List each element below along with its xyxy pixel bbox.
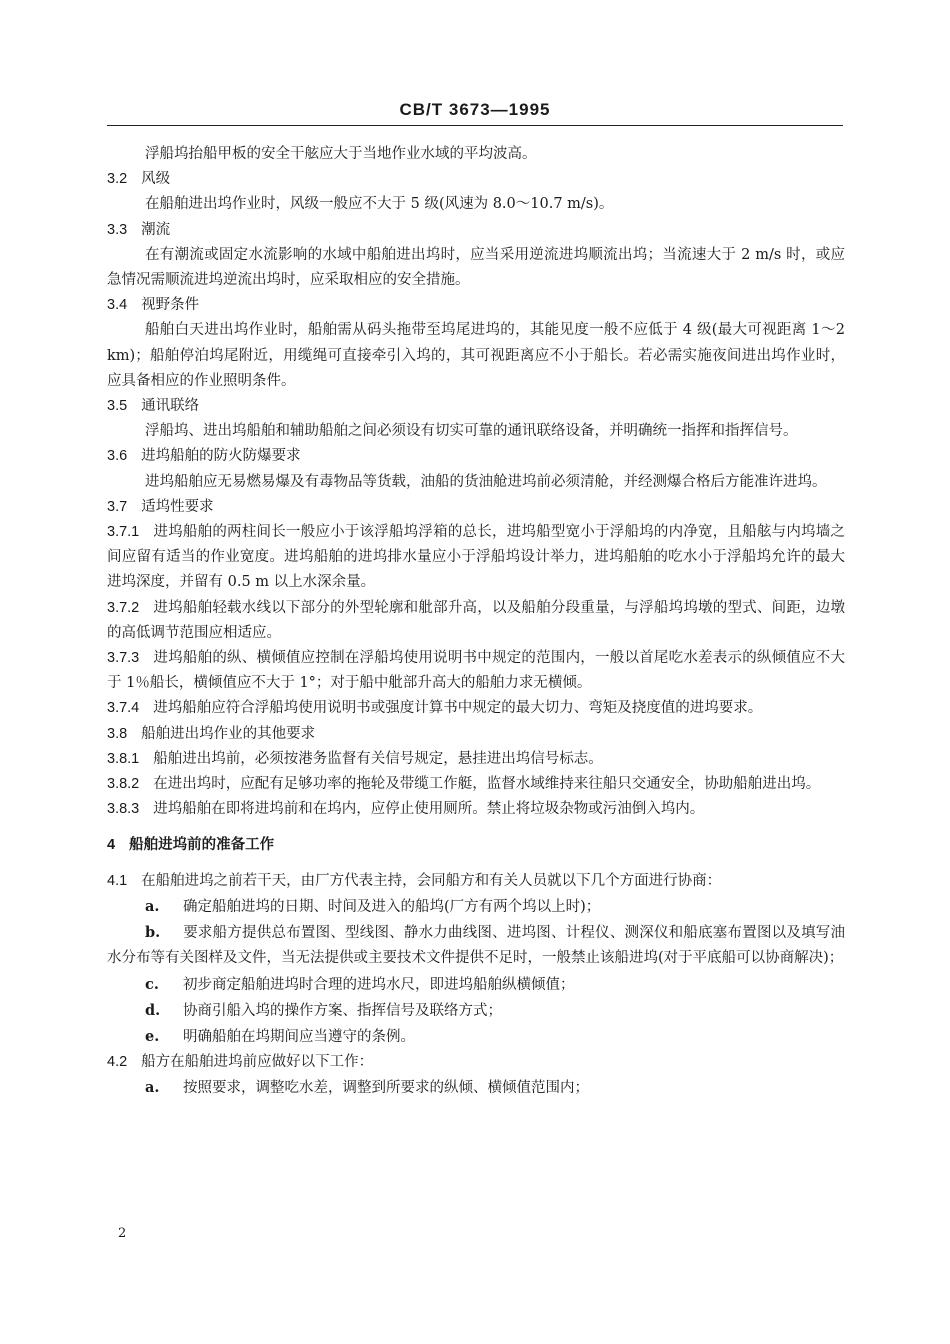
list-item-text: 协商引船入坞的操作方案、指挥信号及联络方式；: [183, 1002, 502, 1019]
chapter-title: 船舶进坞前的准备工作: [129, 836, 275, 854]
list-item-text: 初步商定船舶进坞时合理的进坞水尺，即进坞船舶纵横倾值；: [183, 976, 575, 993]
clause-text: 船方在船舶进坞前应做好以下工作：: [141, 1054, 374, 1071]
clause-text: 在船舶进坞之前若干天，由厂方代表主持，会同船方和有关人员就以下几个方面进行协商：: [141, 872, 722, 889]
clause-number: 3.8.3: [107, 801, 140, 818]
clause-number: 3.8.1: [107, 750, 140, 767]
section-title: 通讯联络: [141, 398, 200, 415]
numbered-clause: [107, 1050, 845, 1075]
chapter-heading: [107, 832, 845, 858]
section-title: 潮流: [141, 221, 171, 238]
chapter-number: 4: [107, 837, 116, 854]
section-number: 3.3: [107, 221, 128, 238]
numbered-clause: [107, 596, 845, 646]
section-number: 3.5: [107, 398, 128, 415]
clause-number: 3.7.3: [107, 650, 140, 667]
clause-text: 进坞船舶的两柱间长一般应小于该浮船坞浮箱的总长，进坞船型宽小于浮船坞的内净宽，且船舷与内坞墙之间应留有适当的作业宽度。进坞船舶的进坞排水量应小于浮船坞设计举力，进坞船舶的吃水小于浮船坞允许的最大进坞深度，并留有 0.5 m 以上水深余量。: [107, 524, 845, 591]
clause-text: 进坞船舶的纵、横倾值应控制在浮船坞使用说明书中规定的范围内，一般以首尾吃水差表示的纵倾值应不大于 1％船长，横倾值应不大于 1°；对于船中舭部升高大的船舶力求无横倾。: [107, 650, 845, 692]
section-heading: [107, 495, 845, 520]
section-heading: [107, 167, 845, 192]
list-item: [107, 998, 845, 1024]
document-body: [107, 142, 845, 1102]
clause-text: 在进出坞时，应配有足够功率的拖轮及带缆工作艇，监督水域维持来往船只交通安全，协助船舶进出坞。: [153, 776, 821, 793]
clause-number: 4.1: [107, 872, 128, 889]
list-item: [107, 1024, 845, 1050]
section-heading: [107, 218, 845, 243]
spacer: [107, 822, 845, 832]
list-item-marker: e.: [145, 1027, 160, 1045]
list-item-marker: d.: [145, 1001, 161, 1019]
list-item-text: 明确船舶在坞期间应当遵守的条例。: [183, 1028, 415, 1045]
paragraph: 在船舶进出坞作业时，风级一般应不大于 5 级(风速为 8.0～10.7 m/s)。: [145, 196, 614, 213]
numbered-clause: [107, 747, 845, 772]
list-item-marker: c.: [145, 975, 159, 993]
numbered-clause: [107, 797, 845, 822]
list-item: [107, 920, 845, 971]
section-number: 3.4: [107, 297, 128, 314]
numbered-clause: [107, 772, 845, 797]
section-number: 3.6: [107, 448, 128, 465]
numbered-clause: [107, 520, 845, 596]
list-item: [107, 972, 845, 998]
numbered-clause: [107, 869, 845, 894]
paragraph: 在有潮流或固定水流影响的水域中船舶进出坞时，应当采用逆流进坞顺流出坞；当流速大于 2 m/s 时，或应急情况需顺流进坞逆流出坞时，应采取相应的安全措施。: [107, 246, 845, 289]
paragraph: 进坞船舶应无易燃易爆及有毒物品等货载，油船的货油舱进坞前必须清舱，并经测爆合格后方能准许进坞。: [145, 473, 827, 490]
list-item: [107, 894, 845, 920]
section-title: 风级: [141, 171, 171, 188]
list-item-marker: b.: [145, 924, 161, 942]
clause-number: 3.8.2: [107, 776, 140, 793]
paragraph: 浮船坞抬船甲板的安全干舷应大于当地作业水域的平均波高。: [145, 146, 537, 162]
list-item-marker: a.: [145, 1079, 160, 1097]
clause-text: 进坞船舶轻载水线以下部分的外型轮廓和舭部升高，以及船舶分段重量，与浮船坞坞墩的型式、间距，边墩的高低调节范围应相适应。: [107, 599, 845, 641]
list-item-text: 按照要求，调整吃水差，调整到所要求的纵倾、横倾值范围内；: [183, 1080, 589, 1097]
standard-code-header: CB/T 3673—1995: [399, 100, 551, 119]
list-item-text: 要求船方提供总布置图、型线图、静水力曲线图、进坞图、计程仪、测深仪和船底塞布置图以及填写油水分布等有关图样及文件，当无法提供或主要技术文件提供不足时，一般禁止该船进坞(对于平底船可以协商解决)；: [107, 925, 845, 967]
header-rule: [107, 125, 843, 126]
paragraph: 船舶白天进出坞作业时，船舶需从码头拖带至坞尾进坞的，其能见度一般不应低于 4 级(最大可视距离 1～2 km)；船舶停泊坞尾附近，用缆绳可直接牵引入坞的，其可视距离应不小于船长。若必需实施夜间进出坞作业时，应具备相应的作业照明条件。: [107, 322, 845, 389]
section-title: 船舶进出坞作业的其他要求: [141, 725, 316, 742]
section-heading: [107, 444, 845, 469]
clause-number: 3.7.1: [107, 524, 140, 541]
section-number: 3.7: [107, 498, 128, 515]
page-number: 2: [118, 1226, 127, 1241]
section-heading: [107, 394, 845, 419]
clause-text: 船舶进出坞前，必须按港务监督有关信号规定，悬挂进出坞信号标志。: [153, 750, 603, 767]
section-title: 视野条件: [141, 297, 200, 314]
numbered-clause: [107, 696, 845, 721]
list-item-text: 确定船舶进坞的日期、时间及进入的船坞(厂方有两个坞以上时)；: [183, 898, 601, 915]
section-number: 3.8: [107, 725, 128, 742]
list-item-marker: a.: [145, 897, 160, 915]
clause-number: 4.2: [107, 1054, 128, 1071]
numbered-clause: [107, 646, 845, 696]
section-heading: [107, 293, 845, 318]
section-number: 3.2: [107, 171, 128, 188]
section-heading: [107, 722, 845, 747]
clause-number: 3.7.2: [107, 599, 140, 616]
clause-text: 进坞船舶在即将进坞前和在坞内，应停止使用厕所。禁止将垃圾杂物或污油倒入坞内。: [153, 801, 705, 818]
list-item: [107, 1075, 845, 1101]
clause-number: 3.7.4: [107, 700, 140, 717]
section-title: 进坞船舶的防火防爆要求: [141, 448, 301, 465]
paragraph: 浮船坞、进出坞船舶和辅助船舶之间必须设有切实可靠的通讯联络设备，并明确统一指挥和指挥信号。: [145, 423, 798, 440]
clause-text: 进坞船舶应符合浮船坞使用说明书或强度计算书中规定的最大切力、弯矩及挠度值的进坞要求。: [153, 700, 763, 717]
section-title: 适坞性要求: [141, 498, 214, 515]
